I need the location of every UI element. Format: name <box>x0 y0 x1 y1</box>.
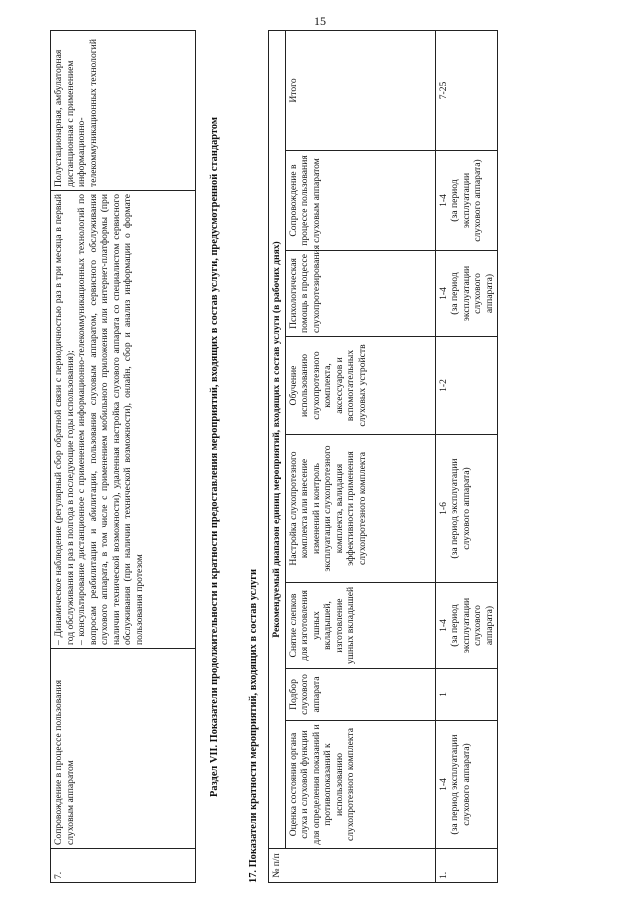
rotated-page-content <box>50 31 620 883</box>
table-cell: 1-4 (за период эксплуатации слухового аппарата) <box>435 583 498 669</box>
column-header: Снятие слепков для изготовления ушных вкладышей, изготовление ушных вкладышей <box>285 583 435 669</box>
column-header: Обучение использованию слухопротезного комплекта, аксессуаров и вспомогательных слуховых устройств <box>285 337 435 435</box>
table-cell: 1-6 (за период эксплуатации слухового аппарата) <box>435 435 498 583</box>
column-header: Сопровождение в процессе пользования слуховым аппаратом <box>285 151 435 251</box>
table-cell: 1-4 (за период эксплуатации слухового аппарата) <box>435 721 498 849</box>
service-name: Сопровождение в процессе пользования слуховым аппаратом <box>51 649 196 849</box>
column-header-num: № п/п <box>269 849 436 883</box>
column-header: Итого <box>285 31 435 151</box>
count-table <box>268 30 498 883</box>
column-header: Подбор слухового аппарата <box>285 669 435 721</box>
page-number: 15 <box>314 14 326 28</box>
column-header: Оценка состояния органа слуха и слуховой функции для определения показаний и противопоказаний к использованию слухопротезного комплекта <box>285 721 435 849</box>
table-cell: 1 <box>435 669 498 721</box>
table-cell: 7-25 <box>435 31 498 151</box>
description-paragraph: – консультирование дистанционное с применением информационно-телекоммуникационных технологий по вопросам реабилитации и абилитации, пользования слуховым аппаратом, сервисного обслуживания слухового аппарата, в том числе с применением мобильного приложения или интернет-платформы (при наличии технической возможности), удаленная настройка слухового аппарата со специалистом сервисного обслуживания (при наличии технической возможности), онлайн, сбор и анализ информации о формате пользования протезом <box>76 194 145 645</box>
section-title: Раздел VII. Показатели продолжительности и кратности предоставления мероприятий, входящих в состав услуги, предусмотренной стандартом <box>209 117 220 797</box>
row-number: 7. <box>51 849 196 883</box>
subsection-title: 17. Показатели кратности мероприятий, входящих в состав услуги <box>248 569 259 883</box>
table-cell: 1-2 <box>435 337 498 435</box>
table-row <box>51 31 196 883</box>
service-form: Полустационарная, амбулаторная дистанционная с применением информационно-телекоммуникационных технологий <box>51 31 196 191</box>
service-table <box>50 30 196 883</box>
description-paragraph: – Динамическое наблюдение (регулярный сбор обратной связи с периодичностью раз в три месяца в первый год обслуживания и раз в полгода в последующие годы использования); <box>53 194 76 645</box>
table-header-row <box>269 31 286 883</box>
table-header-row <box>285 31 435 883</box>
table-cell: 1. <box>435 849 498 883</box>
column-header: Настройка слухопротезного комплекта или внесение изменений и контроль эксплуатации слухопротезного комплекта, валидация эффективности применения слухопротезного комплекта <box>285 435 435 583</box>
table-cell: 1-4 (за период эксплуатации слухового аппарата) <box>435 151 498 251</box>
column-header: Психологическая помощь в процессе слухопротезирования <box>285 251 435 337</box>
group-header: Рекомендуемый диапазон единиц мероприятий, входящих в состав услуги (в рабочих днях) <box>269 31 286 849</box>
table-cell: 1-4 (за период эксплуатации слухового аппарата) <box>435 251 498 337</box>
table-row <box>435 31 498 883</box>
service-description <box>51 191 196 649</box>
